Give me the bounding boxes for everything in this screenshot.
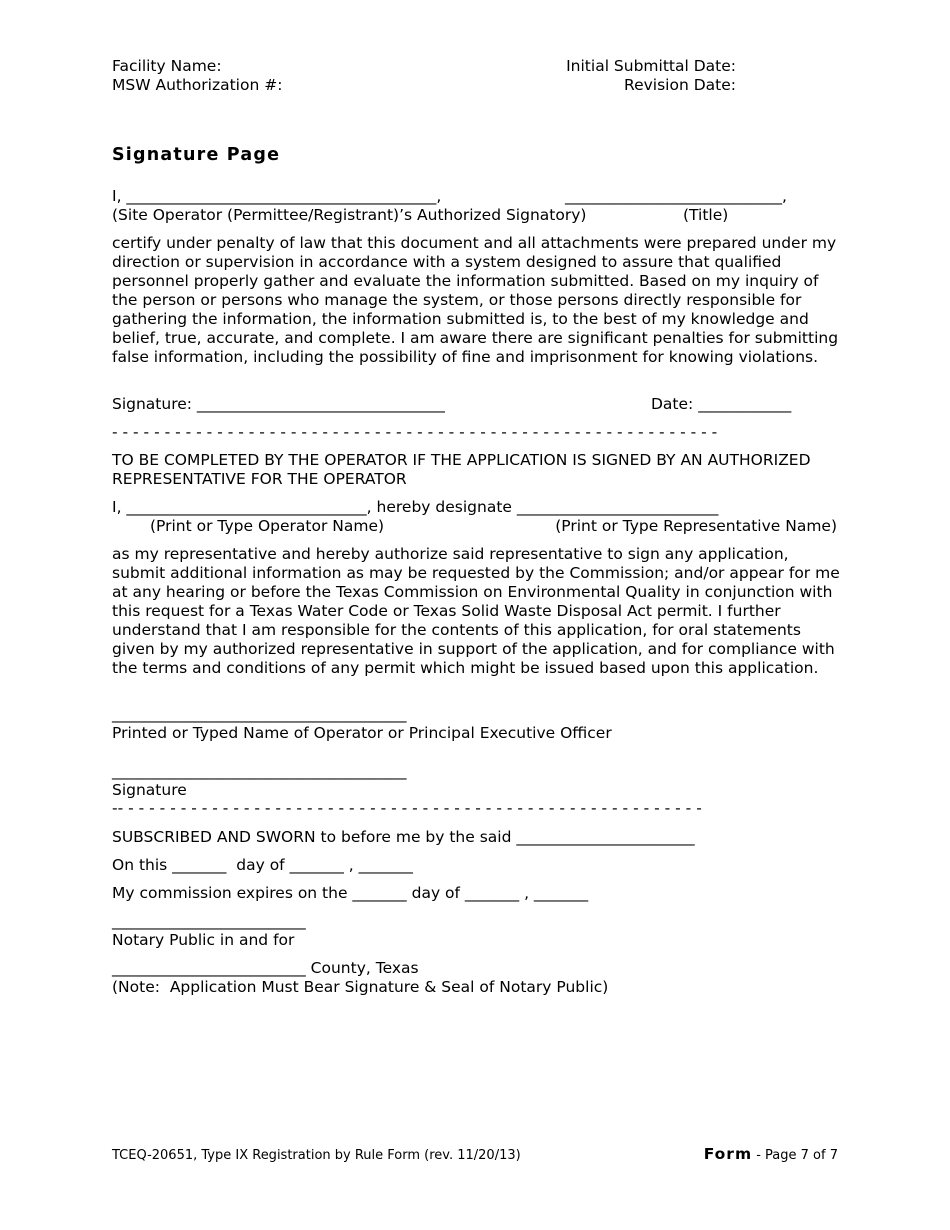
msw-authorization-label: MSW Authorization #: (112, 76, 283, 94)
operator-name-caption-printed: Printed or Typed Name of Operator or Principal Executive Officer (112, 724, 612, 742)
commission-expires-line: My commission expires on the _______ day of _______ , _______ (112, 884, 589, 902)
revision-date-label: Revision Date: (624, 76, 736, 94)
operator-signature-caption: Signature (112, 781, 187, 799)
section-separator: -- - - - - - - - - - - - - - - - - - - - - - - - - - - - - - - - - - - - - - - - - - - - - - - - - - - - - - - - (112, 799, 702, 817)
footer-form-word: Form (703, 1145, 753, 1163)
signatory-title-blank: ____________________________, (565, 187, 787, 205)
designation-heading-line2: REPRESENTATIVE FOR THE OPERATOR (112, 470, 407, 488)
page-title: Signature Page (112, 145, 281, 165)
footer-form-id: TCEQ-20651, Type IX Registration by Rule Form (rev. 11/20/13) (112, 1148, 521, 1163)
designation-paragraph: as my representative and hereby authorize said representative to sign any application, submit additional information as may be requested by the Commission; and/or appear for me at any hearing or before the Texas Commission on Environmental Quality in conjunction with this request for a Texas Water Code or Texas Solid Waste Disposal Act permit. I further understand that I am responsible for the contents of this application, for oral statements given by my authorized representative in support of the application, and for compliance with the terms and conditions of any permit which might be issued based upon this application. (112, 545, 840, 677)
county-line: _________________________ County, Texas (112, 959, 419, 977)
operator-signature-blank: ______________________________________ (112, 762, 407, 780)
section-separator: - - - - - - - - - - - - - - - - - - - - - - - - - - - - - - - - - - - - - - - - - - - - - - - - - - - - - - - - - - (112, 423, 718, 441)
title-caption: (Title) (683, 206, 729, 224)
notary-note: (Note: Application Must Bear Signature & Seal of Notary Public) (112, 978, 609, 996)
certification-paragraph: certify under penalty of law that this document and all attachments were prepared under my direction or supervision in accordance with a system designed to assure that qualified personnel properly gather and evaluate the information submitted. Based on my inquiry of the person or persons who manage the system, or those persons directly responsible for gathering the information, the information submitted is, to the best of my knowledge and belief, true, accurate, and complete. I am aware there are significant penalties for submitting false information, including the possibility of fine and imprisonment for knowing violations. (112, 234, 839, 366)
on-this-day-line: On this _______ day of _______ , _______ (112, 856, 413, 874)
facility-name-label: Facility Name: (112, 57, 222, 75)
initial-submittal-date-label: Initial Submittal Date: (566, 57, 736, 75)
signatory-name-blank: I, ________________________________________, (112, 187, 442, 205)
certification-date-line: Date: ____________ (651, 395, 792, 413)
notary-signature-blank: _________________________ (112, 912, 306, 930)
representative-name-caption: (Print or Type Representative Name) (555, 517, 837, 535)
operator-name-caption: (Print or Type Operator Name) (150, 517, 385, 535)
designation-heading-line1: TO BE COMPLETED BY THE OPERATOR IF THE APPLICATION IS SIGNED BY AN AUTHORIZED (112, 451, 811, 469)
operator-name-blank: ______________________________________ (112, 705, 407, 723)
certification-signature-line: Signature: ________________________________ (112, 395, 445, 413)
sworn-line: SUBSCRIBED AND SWORN to before me by the said _______________________ (112, 828, 695, 846)
designation-line: I, _______________________________, hereby designate __________________________ (112, 498, 719, 516)
signatory-caption: (Site Operator (Permittee/Registrant)’s Authorized Signatory) (112, 206, 587, 224)
footer-page-number: - Page 7 of 7 (752, 1148, 838, 1163)
footer-page-info (704, 1145, 838, 1165)
notary-caption: Notary Public in and for (112, 931, 295, 949)
